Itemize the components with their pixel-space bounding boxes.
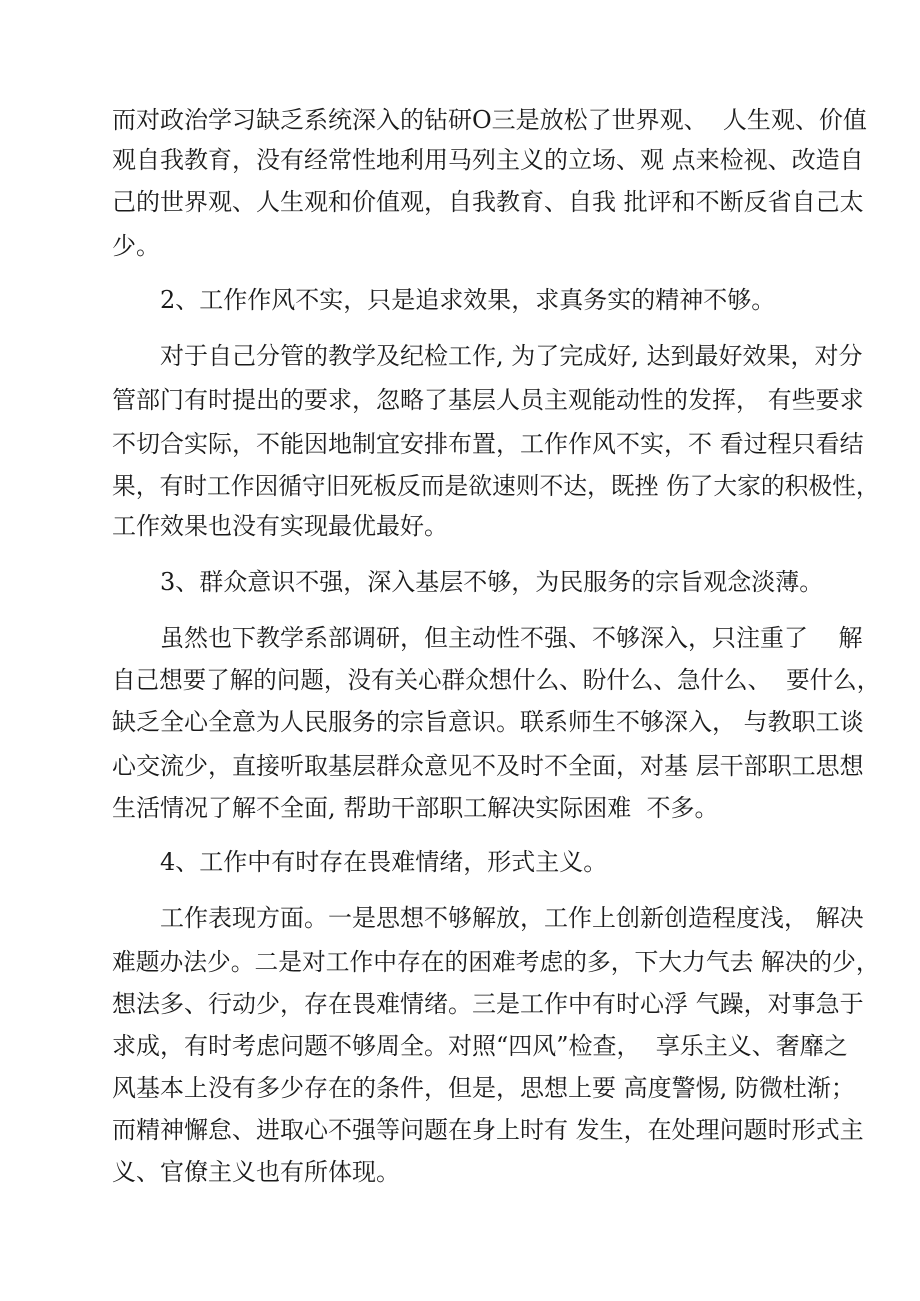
text-line: 缺乏全心全意为人民服务的宗旨意识。联系师生不够深入， 与教职工谈	[112, 708, 864, 736]
text-line: 而精神懈怠、进取心不强等问题在身上时有 发生，在处理问题时形式主	[112, 1116, 864, 1144]
text-line: 虽然也下教学系部调研，但主动性不强、不够深入，只注重了 解	[160, 624, 863, 652]
text-line: 心交流少，直接听取基层群众意见不及时不全面，对基 层干部职工思想	[112, 752, 864, 780]
text-line: 管部门有时提出的要求，忽略了基层人员主观能动性的发挥， 有些要求	[112, 386, 864, 414]
text-line: 不切合实际，不能因地制宜安排布置，工作作风不实，不 看过程只看结	[112, 430, 864, 458]
section-heading: 3、群众意识不强，深入基层不够，为民服务的宗旨观念淡薄。	[160, 568, 824, 596]
text-line: 观自我教育，没有经常性地利用马列主义的立场、观 点来检视、改造自	[112, 146, 864, 174]
text-line: 少。	[112, 232, 160, 260]
section-heading: 4、工作中有时存在畏难情绪，形式主义。	[160, 848, 608, 876]
text-line: 义、官僚主义也有所体现。	[112, 1158, 400, 1186]
text-line: 想法多、行动少，存在畏难情绪。三是工作中有时心浮 气躁，对事急于	[112, 990, 864, 1018]
text-line: 工作表现方面。一是思想不够解放，工作上创新创造程度浅， 解决	[160, 904, 864, 932]
text-line: 对于自己分管的教学及纪检工作, 为了完成好, 达到最好效果，对分	[160, 342, 863, 370]
text-line: 难题办法少。二是对工作中存在的困难考虑的多，下大力气去 解决的少，	[112, 948, 880, 976]
text-line: 风基本上没有多少存在的条件，但是，思想上要 高度警惕, 防微杜渐；	[112, 1074, 855, 1102]
text-line: 而对政治学习缺乏系统深入的钻研O三是放松了世界观、 人生观、价值	[112, 106, 867, 134]
section-heading: 2、工作作风不实，只是追求效果，求真务实的精神不够。	[160, 286, 776, 314]
text-line: 生活情况了解不全面, 帮助干部职工解决实际困难 不多。	[112, 794, 719, 822]
text-line: 自己想要了解的问题，没有关心群众想什么、盼什么、急什么、 要什么，	[112, 666, 881, 694]
text-line: 己的世界观、人生观和价值观，自我教育、自我 批评和不断反省自己太	[112, 188, 864, 216]
text-line: 求成，有时考虑问题不够周全。对照“四风”检查， 享乐主义、奢靡之	[112, 1032, 848, 1060]
text-line: 果，有时工作因循守旧死板反而是欲速则不达，既挫 伤了大家的积极性，	[112, 472, 880, 500]
text-line: 工作效果也没有实现最优最好。	[112, 512, 448, 540]
